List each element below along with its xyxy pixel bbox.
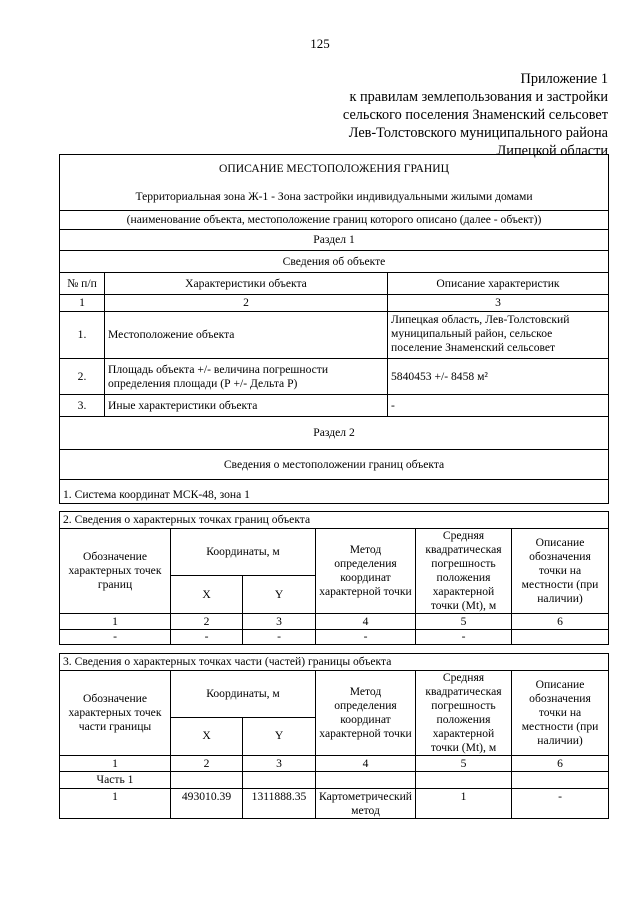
column-number: 3 xyxy=(388,295,609,312)
table-row xyxy=(60,772,609,789)
column-number: 3 xyxy=(243,756,316,772)
table-cell: - xyxy=(243,630,316,645)
column-number: 4 xyxy=(316,756,416,772)
table-row xyxy=(60,395,609,417)
table-cell: 1 xyxy=(60,789,171,819)
appendix-line: к правилам землепользования и застройки xyxy=(349,89,608,105)
characteristic-name: Иные характеристики объекта xyxy=(105,395,388,417)
characteristic-name: Местоположение объекта xyxy=(105,312,388,359)
table-cell: - xyxy=(171,630,243,645)
table-cell: - xyxy=(60,630,171,645)
table-row xyxy=(60,630,609,645)
error-header: Средняя квадратическая погрешность положения характерной точки (Mt), м xyxy=(416,529,512,614)
description-header: Описание обозначения точки на местности (при наличии) xyxy=(512,671,609,756)
column-header: Описание характеристик xyxy=(388,273,609,295)
method-header: Метод определения координат характерной точки xyxy=(316,671,416,756)
table-row xyxy=(60,359,609,395)
table-cell xyxy=(512,772,609,789)
table-cell: - xyxy=(512,789,609,819)
page-number: 125 xyxy=(310,36,330,51)
section1-title: Раздел 1 xyxy=(60,230,609,251)
table-cell: Картометрический метод xyxy=(316,789,416,819)
table-cell xyxy=(416,772,512,789)
column-number: 3 xyxy=(243,614,316,630)
section1-subtitle: Сведения об объекте xyxy=(60,251,609,273)
appendix-line: Приложение 1 xyxy=(520,71,608,87)
row-number: 2. xyxy=(60,359,105,395)
method-header: Метод определения координат характерной точки xyxy=(316,529,416,614)
boundary-points-table xyxy=(59,511,609,645)
y-header: Y xyxy=(243,717,316,755)
column-number: 4 xyxy=(316,614,416,630)
object-note: (наименование объекта, местоположение границ которого описано (далее - объект)) xyxy=(60,211,609,230)
characteristic-value: - xyxy=(388,395,609,417)
designation-header: Обозначение характерных точек границ xyxy=(60,529,171,614)
coordinate-system: 1. Система координат МСК-48, зона 1 xyxy=(60,480,609,504)
description-header: Описание обозначения точки на местности (при наличии) xyxy=(512,529,609,614)
characteristic-name: Площадь объекта +/- величина погрешности определения площади (Р +/- Дельта Р) xyxy=(105,359,388,395)
column-number: 5 xyxy=(416,614,512,630)
characteristic-value: 5840453 +/- 8458 м² xyxy=(388,359,609,395)
section2-title: Раздел 2 xyxy=(60,417,609,450)
table-cell: 1 xyxy=(416,789,512,819)
column-number: 2 xyxy=(105,295,388,312)
part-label: Часть 1 xyxy=(60,772,171,789)
document-title: ОПИСАНИЕ МЕСТОПОЛОЖЕНИЯ ГРАНИЦ xyxy=(219,161,449,175)
boundary-part-points-table xyxy=(59,653,609,819)
y-header: Y xyxy=(243,576,316,614)
column-number: 2 xyxy=(171,614,243,630)
column-number: 1 xyxy=(60,614,171,630)
zone-name: Территориальная зона Ж-1 - Зона застройки индивидуальными жилыми домами xyxy=(135,189,533,203)
column-header: № п/п xyxy=(60,273,105,295)
object-description-table xyxy=(59,154,609,504)
table-cell xyxy=(243,772,316,789)
column-number: 6 xyxy=(512,756,609,772)
section2-subtitle: Сведения о местоположении границ объекта xyxy=(60,450,609,480)
column-number: 6 xyxy=(512,614,609,630)
appendix-block xyxy=(343,70,608,160)
points-section-title: 2. Сведения о характерных точках границ объекта xyxy=(60,512,609,529)
table-cell xyxy=(316,772,416,789)
column-number: 1 xyxy=(60,756,171,772)
row-number: 3. xyxy=(60,395,105,417)
table-cell: - xyxy=(316,630,416,645)
column-number: 2 xyxy=(171,756,243,772)
x-header: X xyxy=(171,576,243,614)
table-cell: 1311888.35 xyxy=(243,789,316,819)
column-number: 5 xyxy=(416,756,512,772)
table-cell: 493010.39 xyxy=(171,789,243,819)
table-cell xyxy=(171,772,243,789)
column-header: Характеристики объекта xyxy=(105,273,388,295)
table-cell xyxy=(512,630,609,645)
table-row xyxy=(60,312,609,359)
table-cell: - xyxy=(416,630,512,645)
error-header: Средняя квадратическая погрешность положения характерной точки (Mt), м xyxy=(416,671,512,756)
x-header: X xyxy=(171,717,243,755)
table-row xyxy=(60,789,609,819)
appendix-line: Лев-Толстовского муниципального района xyxy=(348,125,608,141)
appendix-line: Липецкой области xyxy=(496,143,608,159)
row-number: 1. xyxy=(60,312,105,359)
column-number: 1 xyxy=(60,295,105,312)
coords-header: Координаты, м xyxy=(171,529,316,576)
document-title-cell xyxy=(60,155,609,211)
designation-header: Обозначение характерных точек части границы xyxy=(60,671,171,756)
coords-header: Координаты, м xyxy=(171,671,316,718)
characteristic-value: Липецкая область, Лев-Толстовский муниципальный район, сельское поселение Знаменский сельсовет xyxy=(388,312,609,359)
appendix-line: сельского поселения Знаменский сельсовет xyxy=(342,107,608,123)
part-points-section-title: 3. Сведения о характерных точках части (частей) границы объекта xyxy=(60,654,609,671)
